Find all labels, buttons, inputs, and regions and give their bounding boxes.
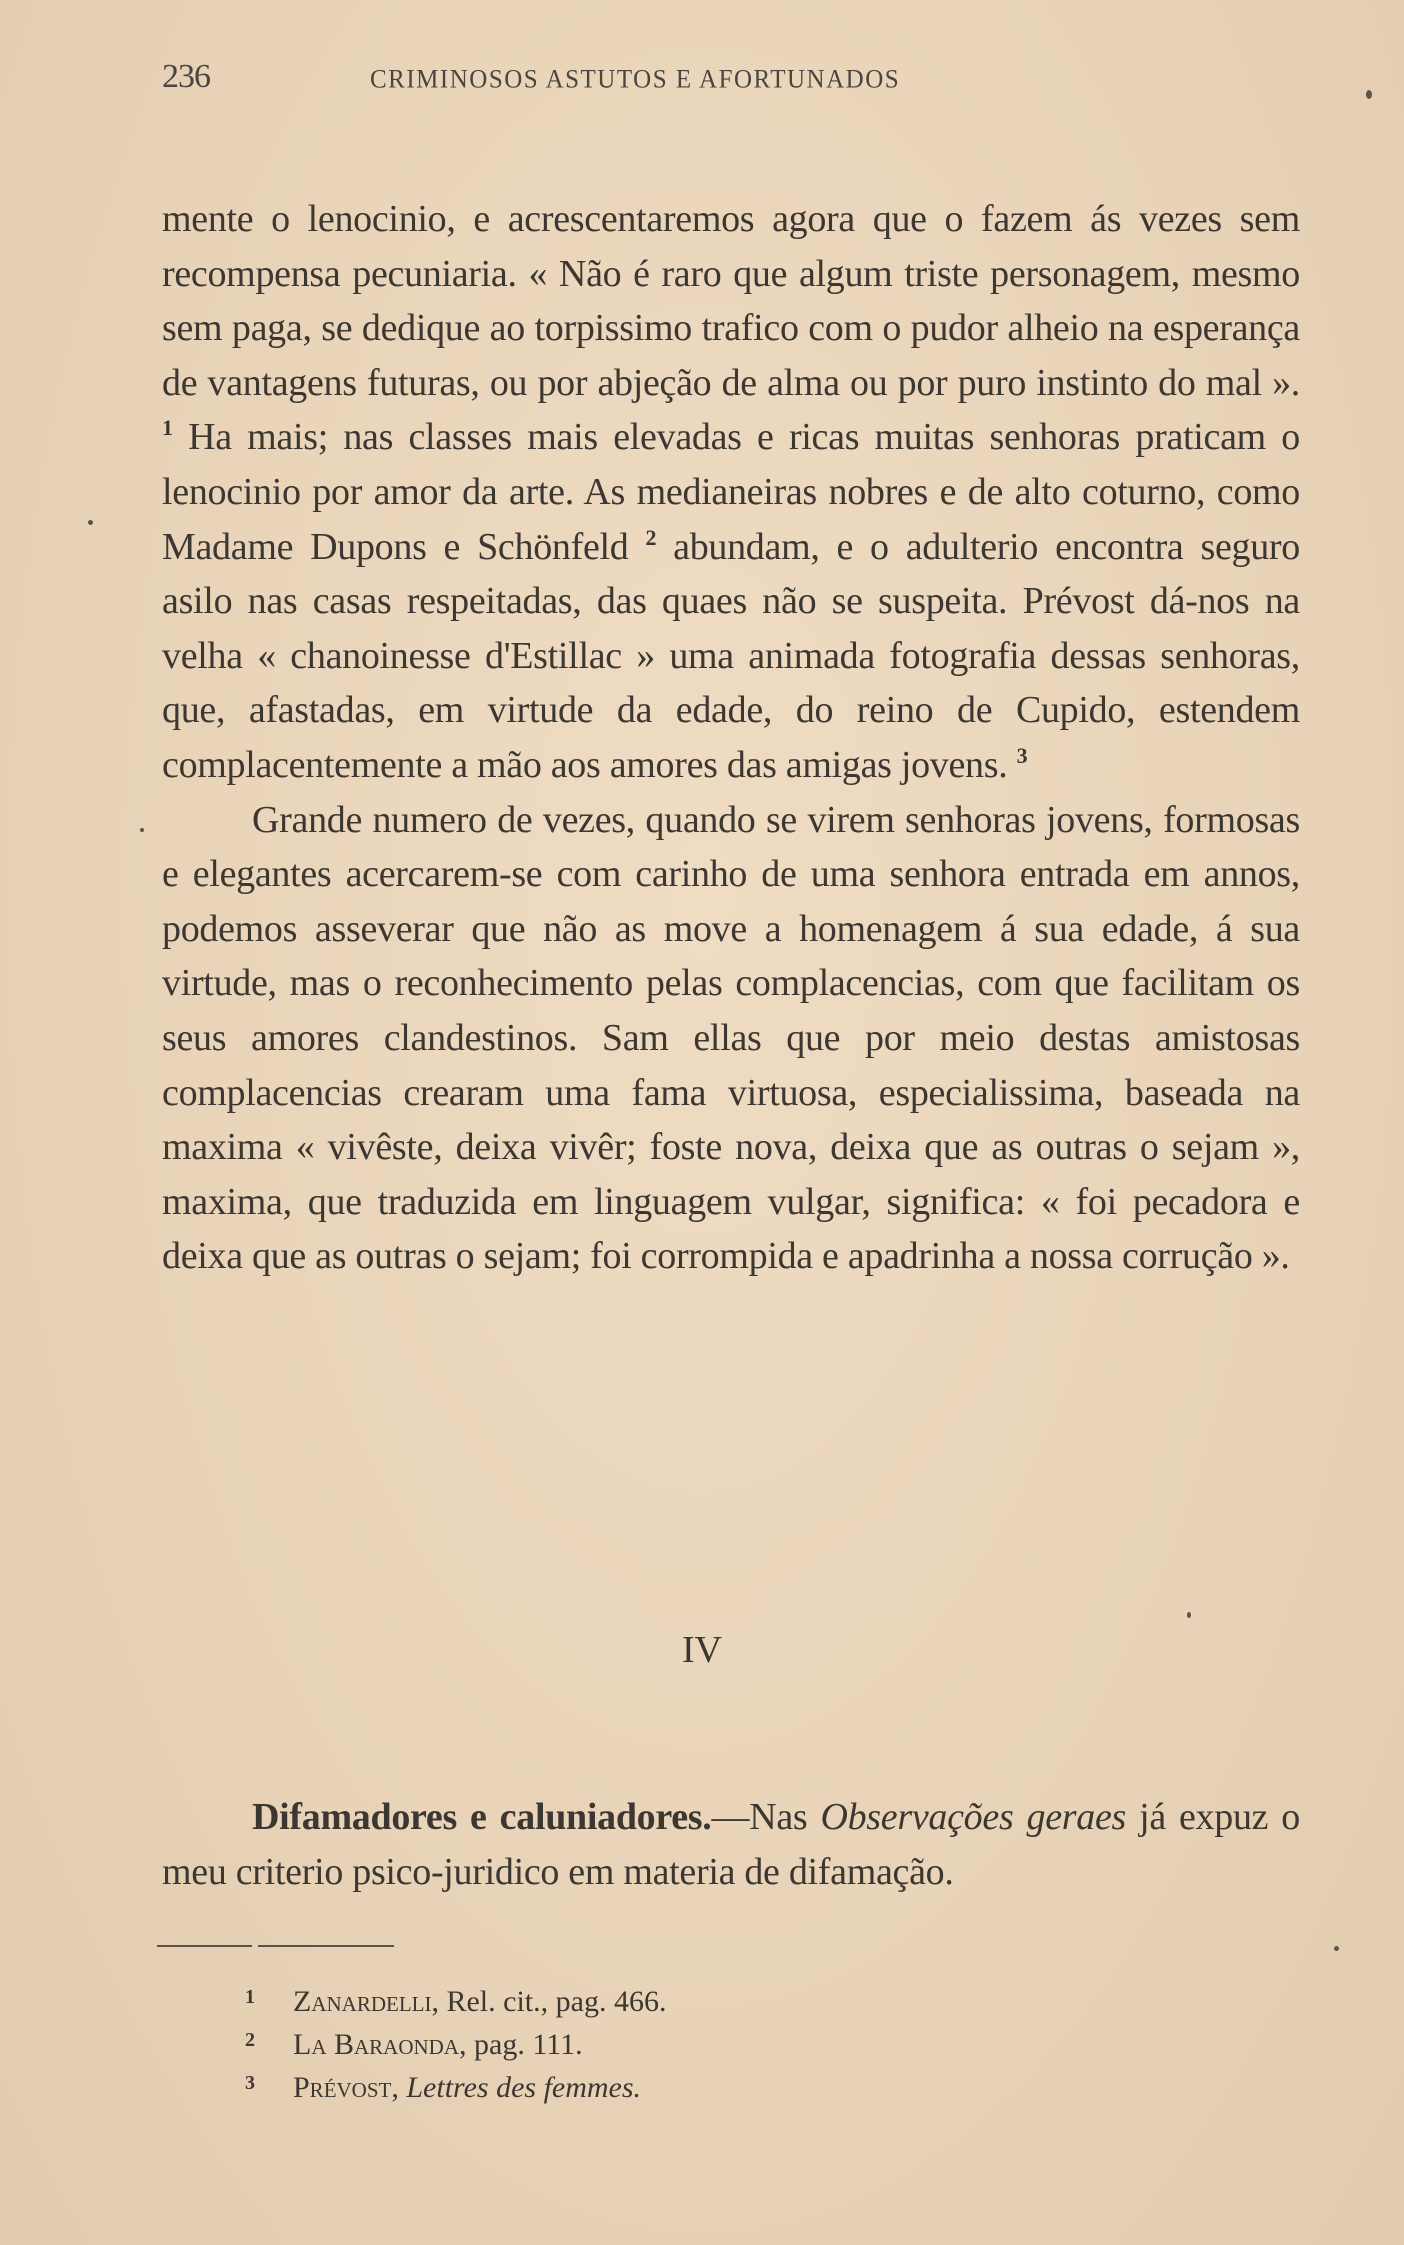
footnote-author: Zanardelli — [293, 1985, 432, 2018]
footnote-1 — [245, 1982, 666, 2025]
section-paragraph — [162, 1790, 1300, 1900]
footnote-author: Prévost — [293, 2071, 392, 2104]
section-italic-ref: Observações geraes — [820, 1796, 1127, 1838]
running-title: CRIMINOSOS ASTUTOS E AFORTUNADOS — [370, 65, 901, 94]
section-dash: — — [711, 1796, 750, 1838]
body-text — [162, 192, 1300, 1284]
footnote-ref-3[interactable]: 3 — [1016, 742, 1028, 768]
section-lead: Nas — [749, 1796, 821, 1838]
footnotes — [245, 1982, 666, 2111]
paper-speck — [88, 520, 93, 525]
footnote-number: 3 — [245, 2072, 255, 2094]
paper-speck — [1366, 90, 1372, 99]
footnote-2 — [245, 2025, 666, 2068]
paper-speck — [1187, 1612, 1191, 1618]
section-body — [162, 1790, 1300, 1900]
footnote-divider-left — [157, 1945, 252, 1947]
footnote-number: 1 — [245, 1986, 255, 2008]
page-number: 236 — [162, 58, 210, 95]
footnote-italic-title: Lettres des femmes. — [406, 2071, 642, 2104]
paragraph-2: Grande numero de vezes, quando se virem senhoras jovens, formosas e elegantes acercarem-se com carinho de uma senhora entrada em annos, podemos asseverar que não as move a homenagem á sua edade, á sua virtude, mas o reconhecimento pelas complacencias, com que facilitam os seus amores clandestinos. Sam ellas que por meio destas amistosas complacencias crearam uma fama virtuosa, especialissima, baseada na maxima « vivêste, deixa vivêr; foste nova, deixa que as outras o sejam », maxima, que traduzida em linguagem vulgar, significa: « foi pecadora e deixa que as outras o sejam; foi corrompida e apadrinha a nossa corrução ». — [162, 798, 1300, 1278]
footnote-divider — [157, 1945, 394, 1947]
section-title: Difamadores e caluniadores. — [252, 1796, 712, 1838]
footnote-divider-right — [258, 1945, 394, 1947]
footnote-ref-1[interactable]: 1 — [162, 415, 173, 441]
footnote-ref-2[interactable]: 2 — [645, 524, 657, 550]
paragraph-1-part-c: abundam, e o adulterio encontra seguro asilo nas casas respeitadas, das quaes não se suspeita. Prévost dá-nos na velha « chanoinesse d'Estillac » uma animada fotografia dessas senhoras, que, afastadas, em virtude da edade, do reino de Cupido, estendem complacentemente a mão aos amores das amigas jovens. — [162, 525, 1300, 786]
paragraph-1 — [162, 192, 1300, 793]
paragraph-1-part-b: Ha mais; nas classes mais elevadas e ricas muitas senhoras praticam o lenocinio por amor da arte. As medianeiras nobres e de alto coturno, como Madame Dupons e Schönfeld — [162, 416, 1300, 568]
section-text: já expuz o meu criterio psico-juridico em materia de difamação. — [162, 1796, 1300, 1893]
footnote-text: , Rel. cit., pag. 466. — [431, 1985, 667, 2018]
paper-speck — [1334, 1946, 1339, 1951]
footnote-text: , — [391, 2071, 407, 2104]
footnote-author: La Baraonda — [293, 2028, 460, 2061]
footnote-text: , pag. 111. — [459, 2028, 583, 2061]
paragraph-1-part-a: mente o lenocinio, e acrescentaremos agora que o fazem ás vezes sem recompensa pecuniaria. « Não é raro que algum triste personagem, mesmo sem paga, se dedique ao torpissimo trafico com o pudor alheio na esperança de vantagens futuras, ou por abjeção de alma ou por puro instinto do mal ». — [162, 198, 1300, 404]
section-number: IV — [681, 1629, 723, 1671]
page-header — [162, 58, 1302, 108]
footnote-3 — [245, 2068, 666, 2111]
footnote-number: 2 — [245, 2029, 255, 2051]
paper-speck — [140, 828, 144, 832]
